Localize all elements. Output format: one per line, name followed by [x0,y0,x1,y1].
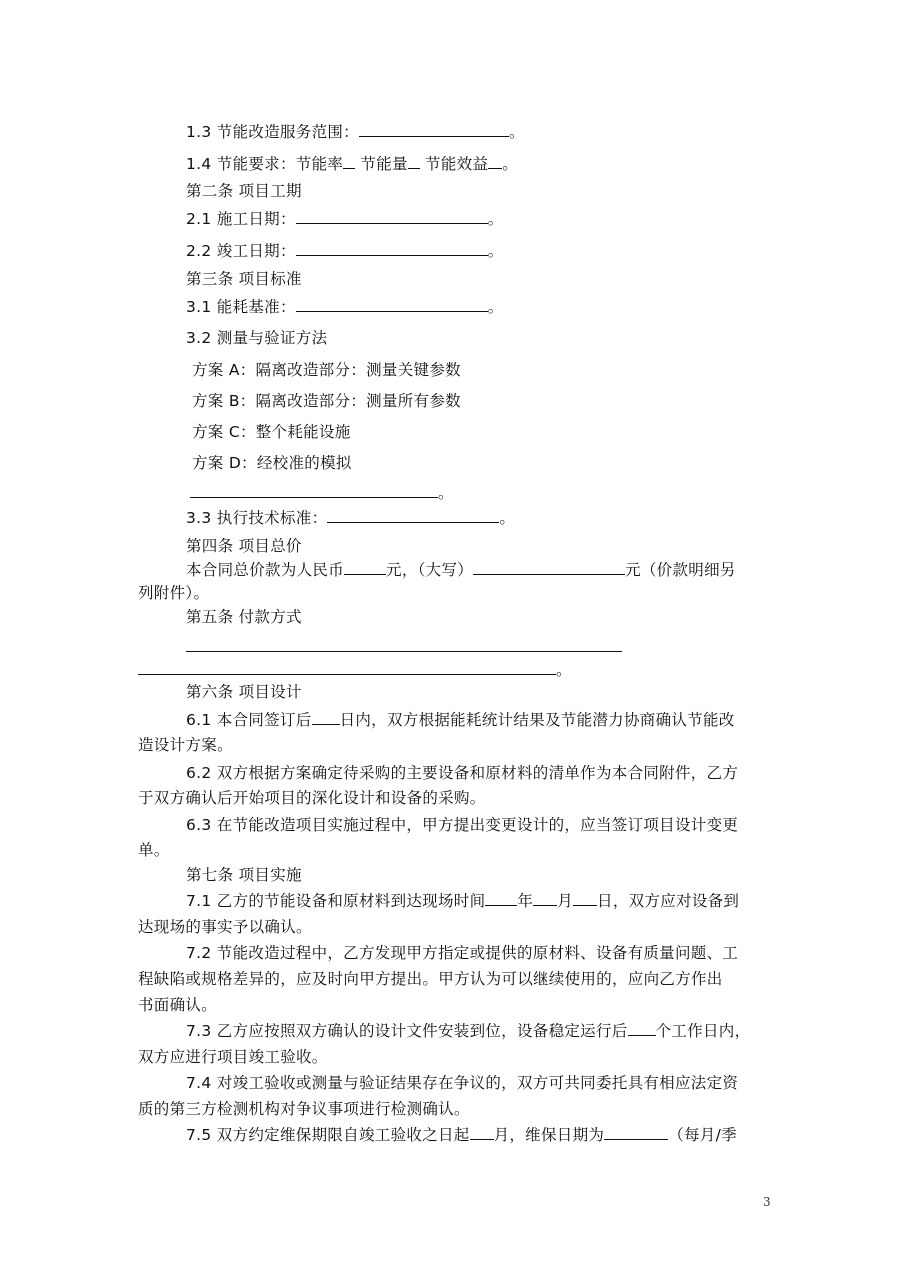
page-number: 3 [763,1195,771,1209]
blank-field[interactable] [138,660,556,675]
blank-field[interactable] [327,508,499,523]
clause-7-1: 7.1 乙方的节能设备和原材料到达现场时间 年 月 日，双方应对设备到 [186,892,740,910]
blank-field[interactable] [470,1125,494,1140]
clause-7-2: 7.2 节能改造过程中，乙方发现甲方指定或提供的原材料、设备有质量问题、工 [186,944,739,962]
clause-7-2-cont-1: 程缺陷或规格差异的，应及时向甲方提出。甲方认为可以继续使用的，应向乙方作出 [138,970,723,988]
article-4-heading: 第四条 项目总价 [186,537,302,555]
option-c: 方案 C：整个耗能设施 [192,423,351,441]
clause-2-1: 2.1 施工日期： 。 [186,210,504,228]
clause-7-1-cont: 达现场的事实予以确认。 [138,918,312,936]
clause-6-1: 6.1 本合同签订后 日内，双方根据能耗统计结果及节能潜力协商确认节能改 [186,711,735,729]
article-5-heading: 第五条 付款方式 [186,608,302,626]
clause-6-2: 6.2 双方根据方案确定待采购的主要设备和原材料的清单作为本合同附件，乙方 [186,764,739,782]
payment-blank-line-2: 。 [138,660,572,680]
clause-6-2-cont: 于双方确认后开始项目的深化设计和设备的采购。 [138,789,486,807]
clause-7-5: 7.5 双方约定维保期限自竣工验收之日起 月，维保日期为 （每月/季 [186,1126,737,1144]
clause-3-1: 3.1 能耗基准： 。 [186,298,504,316]
clause-7-4-cont: 质的第三方检测机构对争议事项进行检测确认。 [138,1100,470,1118]
blank-field[interactable] [296,241,488,256]
clause-7-3: 7.3 乙方应按照双方确认的设计文件安装到位，设备稳定运行后 个工作日内， [186,1022,751,1040]
clause-1-4: 1.4 节能要求：节能率 节能量 节能效益 。 [186,155,519,173]
clause-7-4: 7.4 对竣工验收或测量与验证结果存在争议的，双方可共同委托具有相应法定资 [186,1074,739,1092]
article-6-heading: 第六条 项目设计 [186,683,302,701]
blank-field[interactable] [473,560,625,575]
blank-field[interactable] [488,154,502,169]
article-2-heading: 第二条 项目工期 [186,182,302,200]
option-d: 方案 D：经校准的模拟 [192,454,352,472]
payment-blank-line-1[interactable] [186,651,622,652]
clause-1-3: 1.3 节能改造服务范围： 。 [186,123,525,141]
clause-3-3: 3.3 执行技术标准： 。 [186,509,516,527]
blank-field[interactable] [344,560,386,575]
blank-field[interactable] [343,154,355,169]
clause-3-2: 3.2 测量与验证方法 [186,329,328,347]
blank-field[interactable] [628,1021,656,1036]
blank-field[interactable] [296,297,488,312]
blank-field[interactable] [408,154,420,169]
clause-6-3: 6.3 在节能改造项目实施过程中，甲方提出变更设计的，应当签订项目设计变更 [186,816,739,834]
total-price-line: 本合同总价款为人民币 元，（大写） 元（价款明细另 [186,561,736,579]
blank-field[interactable] [190,483,438,498]
blank-field[interactable] [312,710,340,725]
blank-field[interactable] [573,891,597,906]
option-b: 方案 B：隔离改造部分：测量所有参数 [192,392,461,410]
clause-2-2: 2.2 竣工日期： 。 [186,242,504,260]
blank-field[interactable] [359,122,509,137]
clause-6-1-cont: 造设计方案。 [138,736,233,754]
blank-field[interactable] [296,209,488,224]
article-7-heading: 第七条 项目实施 [186,866,302,884]
blank-field[interactable] [485,891,517,906]
clause-7-3-cont: 双方应进行项目竣工验收。 [138,1048,328,1066]
total-price-line-cont: 列附件）。 [138,584,210,602]
clause-7-2-cont-2: 书面确认。 [138,996,218,1014]
article-3-heading: 第三条 项目标准 [186,270,302,288]
blank-field[interactable] [533,891,557,906]
clause-6-3-cont: 单。 [138,841,170,859]
method-blank-line: 。 [190,483,454,503]
option-a: 方案 A：隔离改造部分：测量关键参数 [192,361,461,379]
blank-field[interactable] [604,1125,668,1140]
